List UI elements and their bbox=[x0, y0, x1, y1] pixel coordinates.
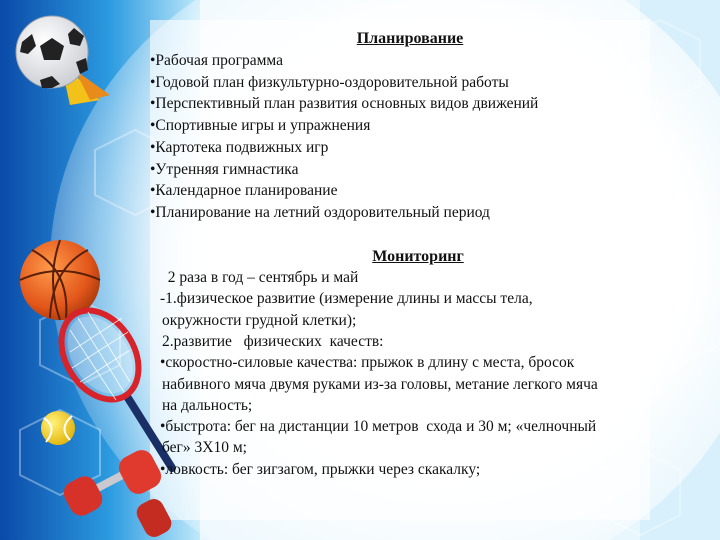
planning-item: •Годовой план физкультурно-оздоровительной работы bbox=[150, 73, 509, 91]
planning-item: •Картотека подвижных игр bbox=[150, 138, 329, 156]
monitoring-line: окружности грудной клетки); bbox=[162, 311, 357, 329]
tennis-ball-icon bbox=[41, 411, 75, 445]
planning-item: •Рабочая программа bbox=[150, 52, 284, 69]
monitoring-line: набивного мяча двумя руками из-за головы, метание легкого мяча bbox=[162, 375, 598, 393]
planning-heading: Планирование bbox=[356, 30, 464, 47]
planning-item: •Перспективный план развития основных видов движений bbox=[150, 95, 539, 113]
monitoring-line: 2.развитие физических качеств: bbox=[162, 332, 384, 350]
monitoring-line: •быстрота: бег на дистанции 10 метров схода и 30 м; «челночный bbox=[160, 418, 597, 436]
monitoring-line: •ловкость: бег зигзагом, прыжки через скакалку; bbox=[160, 460, 481, 478]
planning-item: •Спортивные игры и упражнения bbox=[150, 117, 371, 135]
monitoring-heading: Мониторинг bbox=[372, 248, 464, 265]
monitoring-line: 2 раза в год – сентябрь и май bbox=[160, 269, 359, 286]
monitoring-line: на дальность; bbox=[162, 396, 253, 414]
monitoring-line: -1.физическое развитие (измерение длины и массы тела, bbox=[160, 290, 533, 308]
planning-item: •Планирование на летний оздоровительный период bbox=[150, 203, 490, 221]
planning-item: •Календарное планирование bbox=[150, 182, 338, 200]
planning-item: •Утренняя гимнастика bbox=[150, 160, 299, 178]
monitoring-line: •скоростно-силовые качества: прыжок в длину с места, бросок bbox=[160, 354, 575, 372]
monitoring-line: бег» 3Х10 м; bbox=[162, 439, 247, 457]
